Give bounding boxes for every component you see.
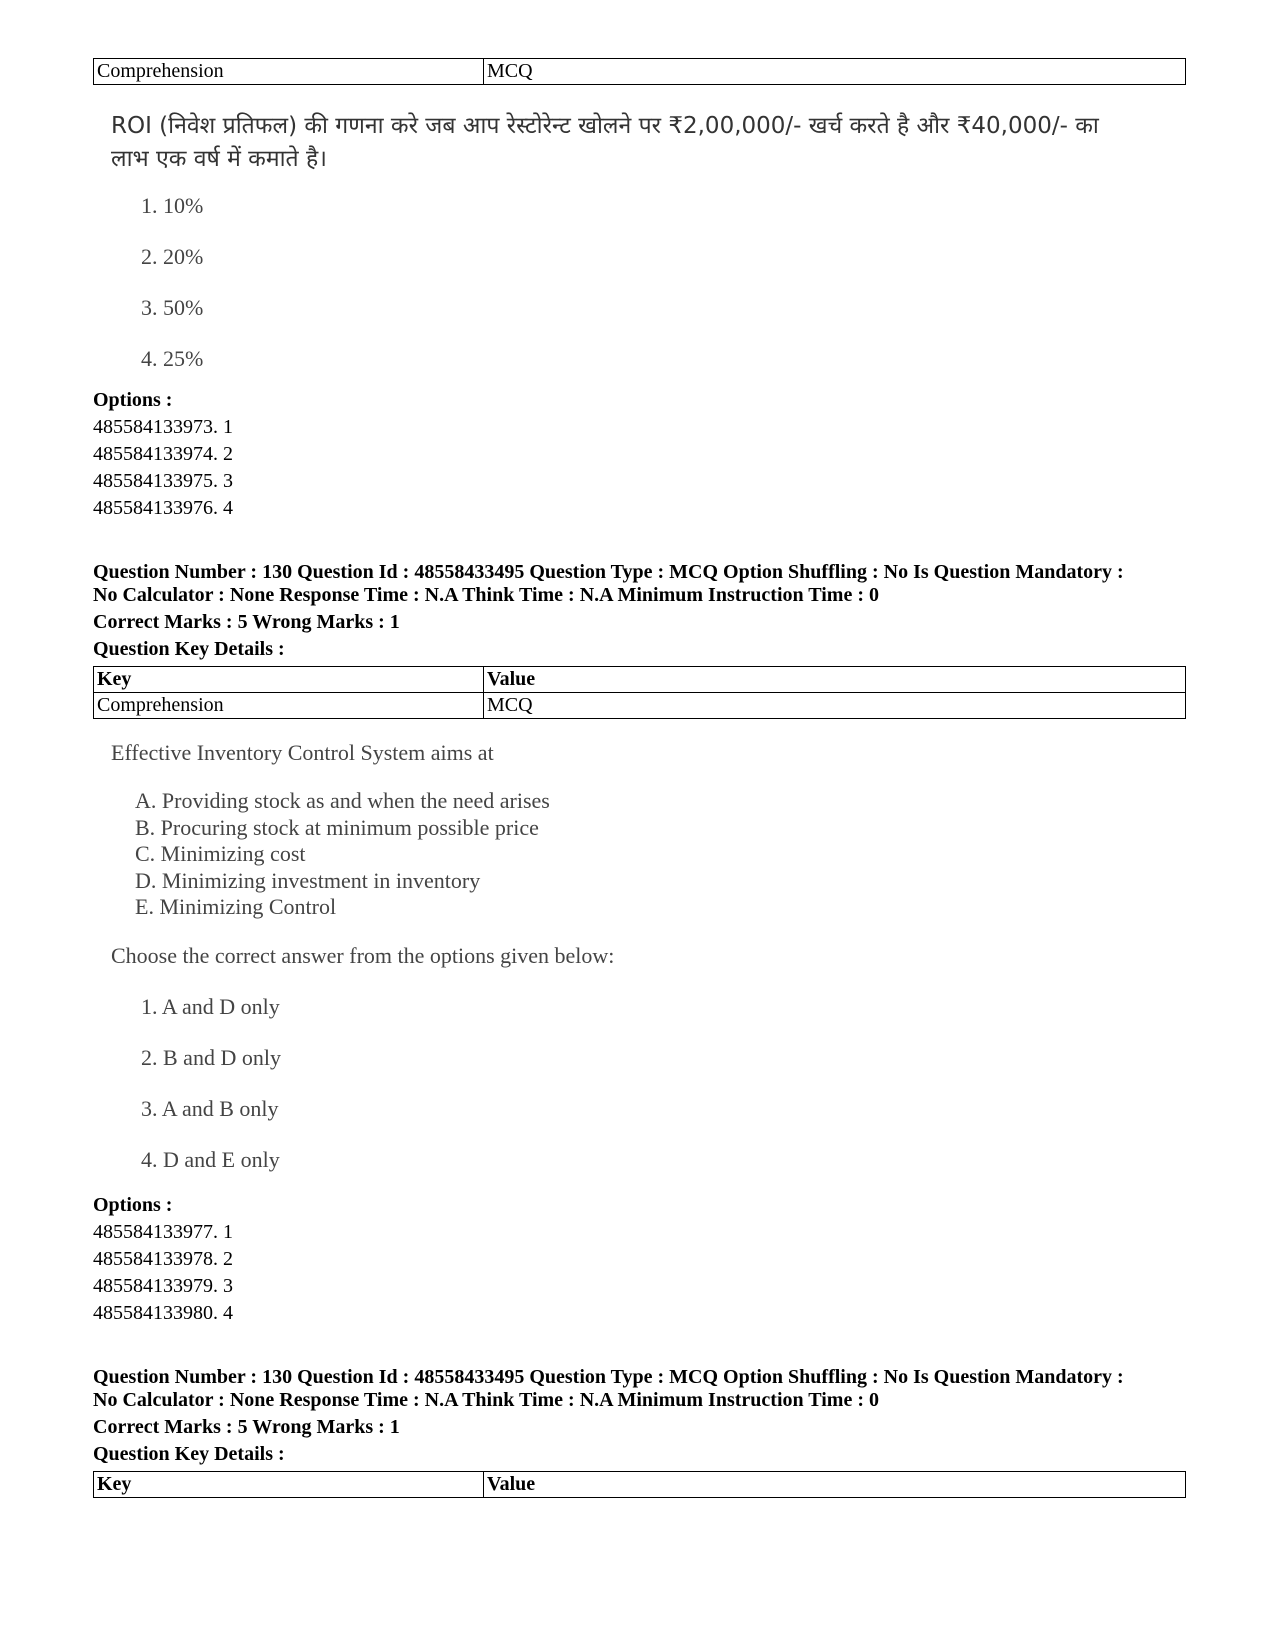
table-cell-value: MCQ — [484, 693, 1186, 719]
question-meta-line-2: No Calculator : None Response Time : N.A Think Time : N.A Minimum Instruction Time : 0 — [93, 584, 879, 606]
statement-a: A. Providing stock as and when the need arises — [135, 788, 550, 813]
option-id: 485584133973. 1 — [93, 416, 233, 438]
option-id: 485584133978. 2 — [93, 1248, 233, 1270]
question-key-details-label: Question Key Details : — [93, 638, 285, 660]
choice-2: 2. B and D only — [141, 1045, 281, 1070]
table-header-row — [94, 1472, 1186, 1498]
question-text-hindi: ROI (निवेश प्रतिफल) की गणना करे जब आप रेस्टोरेन्ट खोलने पर ₹2,00,000/- खर्च करते है और ₹40,000/- का लाभ एक वर्ष में कमाते है। — [111, 113, 1099, 172]
question-key-details-label: Question Key Details : — [93, 1443, 285, 1465]
question-marks: Correct Marks : 5 Wrong Marks : 1 — [93, 1416, 400, 1438]
options-label: Options : — [93, 389, 173, 411]
table-row — [94, 693, 1186, 719]
table-header-value: Value — [484, 1472, 1186, 1498]
choice-4: 4. D and E only — [141, 1147, 280, 1172]
table-cell-key: Comprehension — [94, 59, 484, 85]
question-text: Effective Inventory Control System aims at — [111, 740, 494, 765]
answer-instruction: Choose the correct answer from the options given below: — [111, 943, 615, 968]
table-header-row — [94, 667, 1186, 693]
table-cell-value: MCQ — [484, 59, 1186, 85]
table-header-key: Key — [94, 1472, 484, 1498]
question-meta-line-1: Question Number : 130 Question Id : 48558433495 Question Type : MCQ Option Shuffling : No Is Question Mandatory : — [93, 561, 1124, 583]
question-meta-line-1: Question Number : 130 Question Id : 48558433495 Question Type : MCQ Option Shuffling : No Is Question Mandatory : — [93, 1366, 1124, 1388]
question-marks: Correct Marks : 5 Wrong Marks : 1 — [93, 611, 400, 633]
statement-b: B. Procuring stock at minimum possible price — [135, 815, 539, 840]
options-label: Options : — [93, 1194, 173, 1216]
choice-3: 3. A and B only — [141, 1096, 279, 1121]
table-header-value: Value — [484, 667, 1186, 693]
choice-3: 3. 50% — [141, 295, 204, 320]
key-details-table-top — [93, 58, 1186, 85]
table-header-key: Key — [94, 667, 484, 693]
statement-e: E. Minimizing Control — [135, 894, 337, 919]
choice-2: 2. 20% — [141, 244, 204, 269]
option-id: 485584133974. 2 — [93, 443, 233, 465]
option-id: 485584133976. 4 — [93, 497, 233, 519]
option-id: 485584133980. 4 — [93, 1302, 233, 1324]
question-meta-line-2: No Calculator : None Response Time : N.A Think Time : N.A Minimum Instruction Time : 0 — [93, 1389, 879, 1411]
choice-4: 4. 25% — [141, 346, 204, 371]
option-id: 485584133975. 3 — [93, 470, 233, 492]
statement-c: C. Minimizing cost — [135, 841, 306, 866]
option-id: 485584133979. 3 — [93, 1275, 233, 1297]
choice-1: 1. 10% — [141, 193, 204, 218]
choice-1: 1. A and D only — [141, 994, 280, 1019]
statement-d: D. Minimizing investment in inventory — [135, 868, 481, 893]
table-cell-key: Comprehension — [94, 693, 484, 719]
table-row — [94, 59, 1186, 85]
key-details-table — [93, 666, 1186, 719]
key-details-table — [93, 1471, 1186, 1498]
option-id: 485584133977. 1 — [93, 1221, 233, 1243]
